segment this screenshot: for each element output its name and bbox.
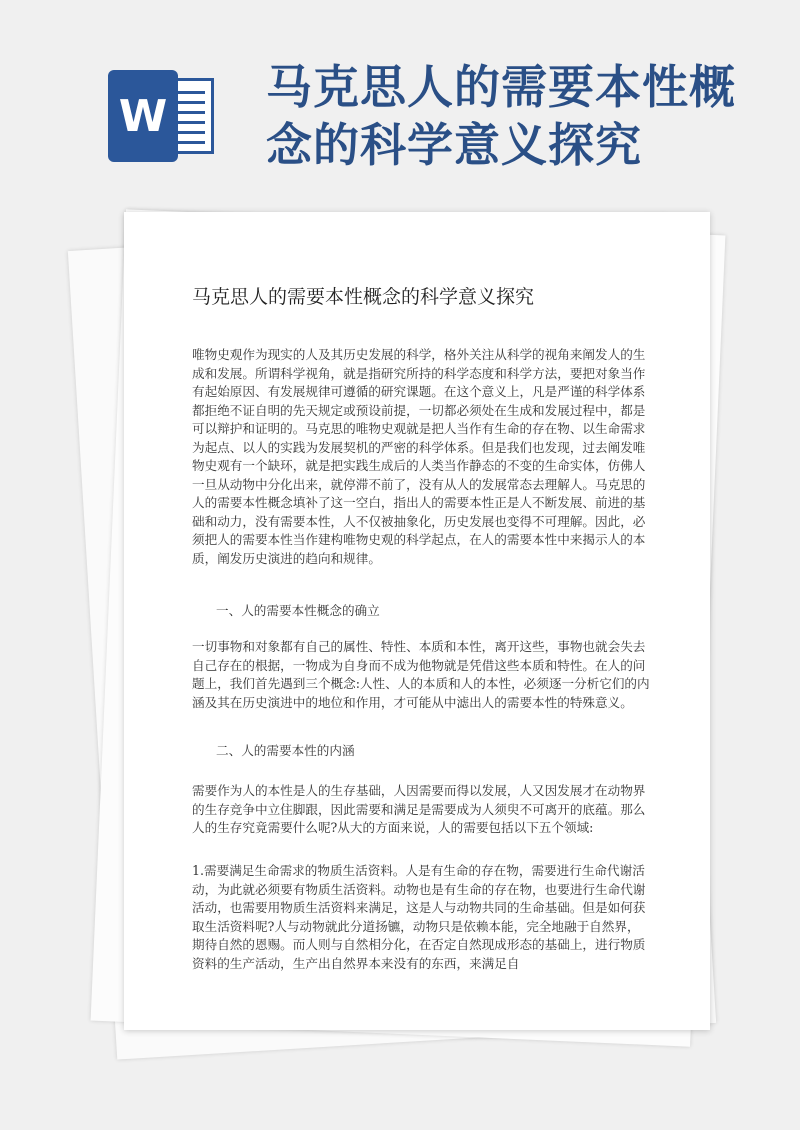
banner-title: 马克思人的需要本性概念的科学意义探究 [266, 60, 736, 172]
section-2-paragraph: 需要作为人的本性是人的生存基础，人因需要而得以发展，人又因发展才在动物界的生存竞争中立住脚跟，因此需要和满足是需要成为人须臾不可离开的底蕴。那么人的生存究竟需要什么呢?从大的方面来说，人的需要包括以下五个领域: [192, 783, 646, 835]
word-icon: W [108, 70, 178, 162]
section-heading-1: 一、人的需要本性概念的确立 [216, 603, 380, 618]
section-1-paragraph: 一切事物和对象都有自己的属性、特性、本质和本性，离开这些，事物也就会失去自己存在的根据，一物成为自身而不成为他物就是凭借这些本质和特性。在人的问题上，我们首先遇到三个概念:人性、人的本质和人的本性，必须逐一分析它们的内涵及其在历史演进中的地位和作用，才可能从中滤出人的需要本性的特殊意义。 [192, 639, 650, 710]
document-page [124, 212, 710, 1030]
section-heading-2: 二、人的需要本性的内涵 [216, 743, 355, 758]
intro-paragraph: 唯物史观作为现实的人及其历史发展的科学，格外关注从科学的视角来阐发人的生成和发展。所谓科学视角，就是指研究所持的科学态度和科学方法，要把对象当作有起始原因、有发展规律可遵循的研究课题。在这个意义上，凡是严谨的科学体系都拒绝不证自明的先天规定或预设前提，一切都必须处在生成和发展过程中，都是可以辩护和证明的。马克思的唯物史观就是把人当作有生命的存在物、以生命需求为起点、以人的实践为发展契机的严密的科学体系。但是我们也发现，过去阐发唯物史观有一个缺环，就是把实践生成后的人类当作静态的不变的生命实体，仿佛人一旦从动物中分化出来，就停滞不前了，没有从人的发展常态去理解人。马克思的人的需要本性概念填补了这一空白，指出人的需要本性正是人不断发展、前进的基础和动力，没有需要本性，人不仅被抽象化，历史发展也变得不可理解。因此，必须把人的需要本性当作建构唯物史观的科学起点，在人的需要本性中来揭示人的本质，阐发历史演进的趋向和规律。 [192, 347, 646, 566]
document-title: 马克思人的需要本性概念的科学意义探究 [192, 286, 535, 308]
word-logo [108, 70, 218, 162]
list-item-1-paragraph: 1.需要满足生命需求的物质生活资料。人是有生命的存在物，需要进行生命代谢活动，为此就必须要有物质生活资料。动物也是有生命的存在物，也要进行生命代谢活动，也需要用物质生活资料来满足，这是人与动物共同的生命基础。但是如何获取生活资料呢?人与动物就此分道扬镳，动物只是依赖本能，完全地融于自然界，期待自然的恩赐。而人则与自然相分化，在否定自然现成形态的基础上，进行物质资料的生产活动，生产出自然界本来没有的东西，来满足自 [192, 863, 646, 971]
